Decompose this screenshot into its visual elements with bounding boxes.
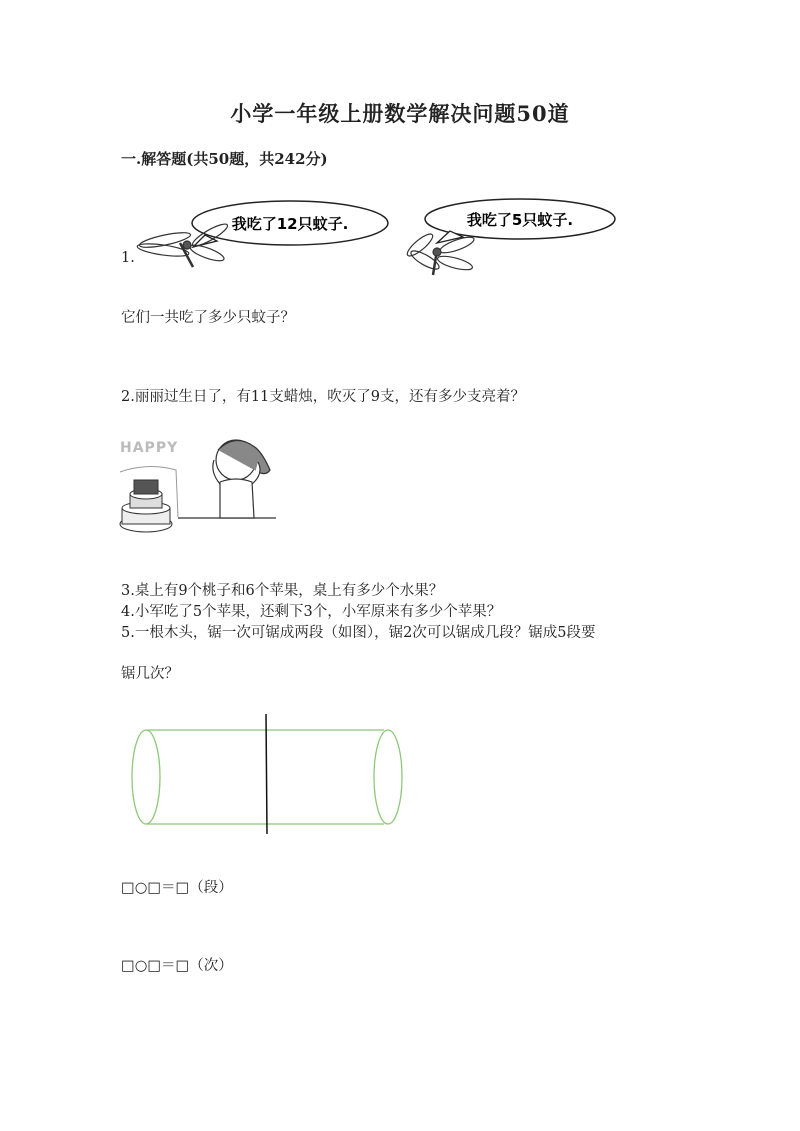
speech-bubble-left-text: 我吃了12只蚊子. [231, 215, 349, 233]
dragonfly-right-illustration [405, 195, 625, 280]
banner-text: HAPPY [120, 440, 179, 456]
question-2-text: 2.丽丽过生日了，有11支蜡烛，吹灭了9支，还有多少支亮着？ [121, 389, 526, 405]
section-heading: 一.解答题(共50题，共242分) [121, 150, 328, 168]
birthday-illustration [118, 432, 278, 540]
question-4-text: 4.小军吃了5个苹果，还剩下3个，小军原来有多少个苹果？ [121, 604, 502, 620]
dragonfly-icon [405, 231, 476, 275]
dragonfly-left-illustration [135, 195, 395, 280]
log-diagram [126, 710, 411, 838]
question-1-text: 它们一共吃了多少只蚊子？ [121, 310, 295, 326]
speech-bubble-right-text: 我吃了5只蚊子. [466, 211, 574, 229]
cake-icon [120, 480, 172, 532]
question-5-answer-1: □○□＝□（段） [121, 880, 233, 896]
girl-icon [213, 440, 270, 518]
question-3-text: 3.桌上有9个桃子和6个苹果，桌上有多少个水果？ [121, 583, 444, 599]
question-5-answer-2: □○□＝□（次） [121, 958, 233, 974]
page-title: 小学一年级上册数学解决问题50道 [230, 101, 570, 126]
question-5-text-line2: 锯几次？ [121, 666, 179, 682]
saw-cut-line [266, 714, 267, 834]
question-5-text-line1: 5.一根木头，锯一次可锯成两段（如图），锯2次可以锯成几段？锯成5段要 [121, 625, 596, 641]
question-1-number: 1. [121, 250, 135, 266]
